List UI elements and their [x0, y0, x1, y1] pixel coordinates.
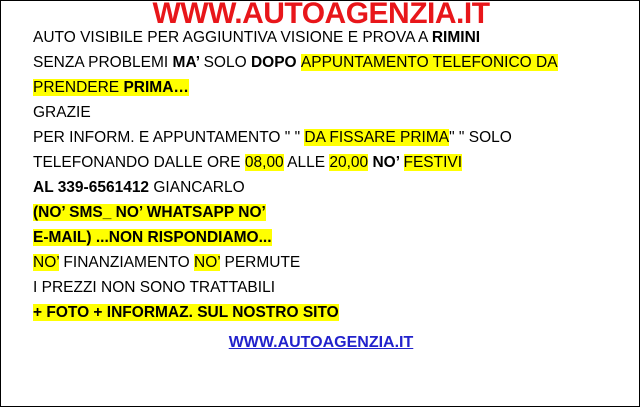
text-segment: PRIMA	[400, 129, 450, 146]
text-segment: NO’	[194, 254, 221, 271]
text-segment: AL 339-6561412	[33, 179, 150, 196]
text-line	[33, 25, 609, 200]
text-segment: PRIMA…	[123, 79, 189, 96]
text-segment: FESTIVI	[403, 154, 463, 171]
text-segment: TELEFONANDO DALLE ORE	[33, 154, 245, 171]
text-segment: PRENDERE	[33, 79, 124, 96]
text-segment: FINANZIAMENTO	[59, 254, 195, 271]
text-segment: + FOTO + INFORMAZ. SUL NOSTRO SITO	[33, 304, 339, 321]
text-segment: SOLO	[203, 54, 251, 71]
watermark-text: WWW.AUTOAGENZIA.IT	[152, 0, 490, 30]
text-segment: PER AGGIUNTIVA	[147, 29, 281, 46]
text-segment: GIANCARLO	[149, 179, 245, 196]
text-segment: DOPO	[250, 54, 301, 71]
text-segment: NO’	[368, 154, 404, 171]
text-line	[33, 25, 609, 75]
text-line	[33, 25, 609, 100]
text-segment: " " SOLO	[449, 129, 512, 146]
text-segment: PERMUTE	[220, 254, 301, 271]
text-segment: PER INFORM. E APPUNTAMENTO " "	[33, 129, 305, 146]
website-link[interactable]: WWW.AUTOAGENZIA.IT	[228, 334, 414, 351]
text-line	[33, 25, 609, 225]
text-segment: GRAZIE	[33, 104, 91, 121]
text-segment: I PREZZI NON SONO TRATTABILI	[33, 279, 275, 296]
text-segment: 08,00	[244, 154, 284, 171]
text-segment: DA FISSARE	[304, 129, 401, 146]
text-line	[33, 25, 609, 275]
text-segment: ALLE	[283, 154, 330, 171]
text-segment: E-MAIL) ...NON RISPONDIAMO...	[33, 229, 272, 246]
text-segment: SENZA PROBLEMI	[33, 54, 173, 71]
website-link-container	[1, 334, 640, 352]
text-segment: VISIONE E PROVA A	[280, 29, 432, 46]
text-line	[33, 25, 609, 250]
text-line	[33, 25, 609, 300]
text-line	[33, 25, 609, 325]
text-segment: AUTO VISIBILE	[33, 29, 148, 46]
text-segment: RIMINI	[431, 29, 481, 46]
text-segment: NO’	[33, 254, 60, 271]
text-line	[33, 25, 609, 125]
text-segment: (NO’ SMS_ NO’ WHATSAPP NO’	[33, 204, 266, 221]
text-line	[33, 25, 609, 175]
text-line	[33, 25, 609, 150]
text-segment: APPUNTAMENTO TELEFONICO DA	[300, 54, 558, 71]
text-segment: MA’	[172, 54, 204, 71]
text-segment: 20,00	[329, 154, 369, 171]
advert-body	[33, 9, 609, 325]
